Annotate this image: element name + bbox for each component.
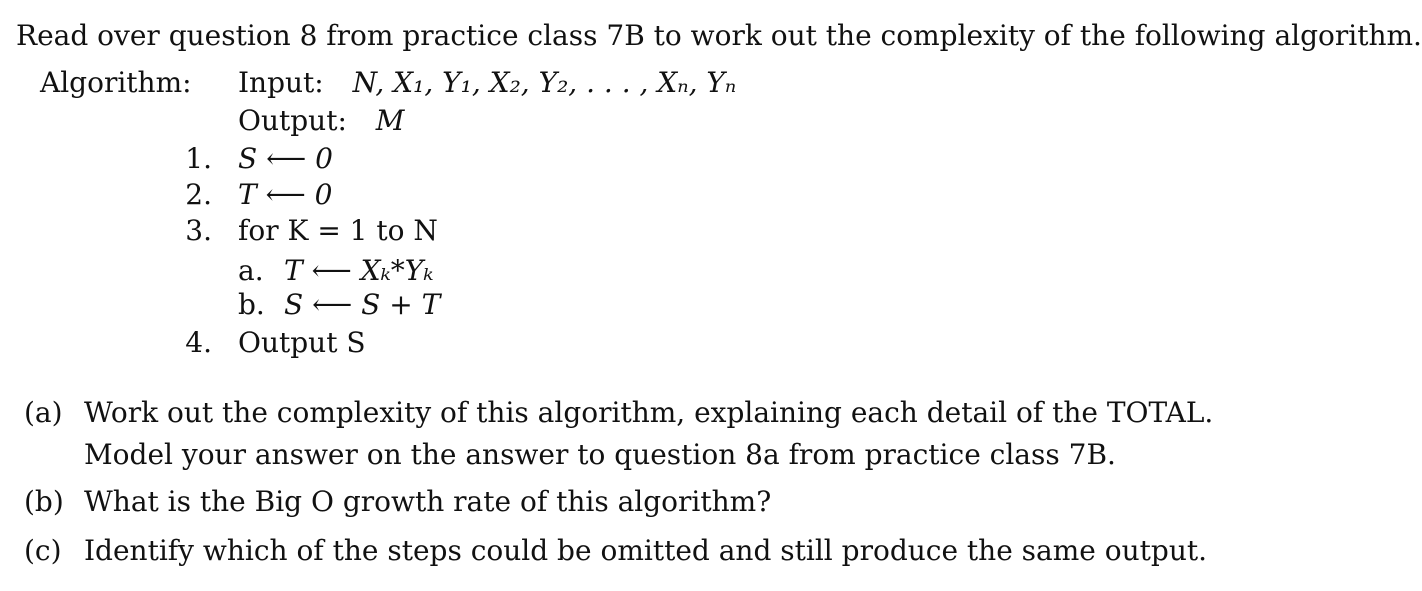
question-a-continued: Model your answer on the answer to question 8a from practice class 7B. xyxy=(84,438,1116,471)
input-line xyxy=(238,66,736,100)
output-label: Output: xyxy=(238,104,347,137)
question-text: What is the Big O growth rate of this algorithm? xyxy=(84,485,772,518)
question-a xyxy=(24,394,1213,432)
question-label: (a) xyxy=(24,396,63,429)
step-number: 1. xyxy=(185,142,212,175)
question-c xyxy=(24,532,1207,570)
step-number: 4. xyxy=(185,326,212,359)
step-text: T ⟵ 0 xyxy=(238,178,333,211)
question-b xyxy=(24,483,771,521)
step-text: Output S xyxy=(238,326,366,359)
substep-label: a. xyxy=(238,254,264,287)
algorithm-label: Algorithm: xyxy=(40,66,192,99)
question-label: (c) xyxy=(24,534,62,567)
substep-text: S ⟵ S + T xyxy=(284,288,441,321)
substep-label: b. xyxy=(238,288,265,321)
step-text: S ⟵ 0 xyxy=(238,142,333,175)
question-text: Work out the complexity of this algorithm, explaining each detail of the TOTAL. xyxy=(84,396,1214,429)
input-label: Input: xyxy=(238,66,324,99)
input-vars: N, X₁, Y₁, X₂, Y₂, . . . , Xₙ, Yₙ xyxy=(352,66,737,99)
step-text: for K = 1 to N xyxy=(238,214,438,247)
output-var: M xyxy=(375,104,405,137)
substep-text: T ⟵ Xₖ*Yₖ xyxy=(284,254,434,287)
intro-text: Read over question 8 from practice class 7B to work out the complexity of the following algorithm. xyxy=(16,19,1422,52)
output-line xyxy=(238,104,404,138)
question-text: Identify which of the steps could be omitted and still produce the same output. xyxy=(84,534,1208,567)
question-label: (b) xyxy=(24,485,64,518)
step-number: 3. xyxy=(185,214,212,247)
step-number: 2. xyxy=(185,178,212,211)
